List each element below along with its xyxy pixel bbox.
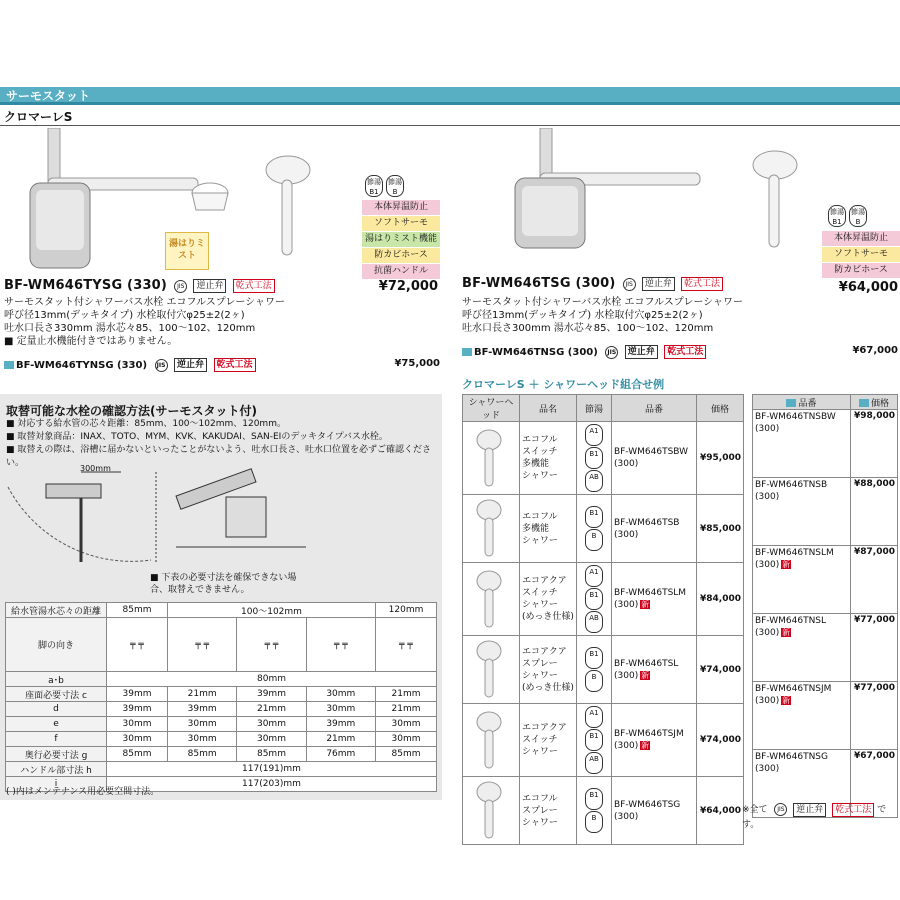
combo-price: ¥67,000 [851, 750, 898, 818]
shower-head-icon [465, 496, 513, 558]
combo-badges [577, 704, 612, 777]
dim-group: 座面必要寸法 [25, 690, 80, 701]
combo-row [753, 478, 898, 546]
combo-price: ¥64,000 [697, 777, 744, 845]
water-saving-badge: B1 [585, 506, 603, 528]
water-saving-badge: B1 [585, 788, 603, 810]
installation-diagram [6, 462, 436, 572]
combo-row [753, 410, 898, 478]
water-saving-badge: B [585, 529, 603, 551]
dim-cell: 117(203)mm [107, 777, 437, 792]
check-valve-label: 逆止弁 [193, 279, 226, 293]
dim-cell: 30mm [376, 717, 437, 732]
combo-model-text: BF-WM646TNSLM (300) [755, 548, 834, 570]
combo-model [753, 546, 851, 614]
combo-model [753, 614, 851, 682]
dim-cell: 21mm [237, 702, 306, 717]
footer-text: です。 [742, 805, 887, 830]
combo-model [612, 563, 697, 636]
dim-cell: 85mm [107, 747, 168, 762]
jis-icon: JIS [774, 803, 787, 816]
product-price: ¥72,000 [378, 279, 438, 294]
bullet: ■ 取替えの際は、浴槽に届かないといったことがないよう、吐水口長さ、吐水口位置を必ずご確認ください。 [6, 445, 432, 468]
new-badge: 新 [641, 600, 650, 609]
jis-icon: JIS [174, 280, 187, 293]
new-badge: 新 [782, 628, 791, 637]
dim-cell: 30mm [306, 687, 375, 702]
dim-key-letter: c [81, 690, 87, 701]
dim-head: 85mm [107, 603, 168, 618]
shower-head-icon [465, 708, 513, 770]
dim-key [6, 687, 107, 702]
dim-key-letter: g [81, 750, 88, 761]
combo-row [463, 422, 744, 495]
dim-head: 給水管湯水芯々の距離 [6, 603, 107, 618]
product-model: BF-WM646TSG (300) [462, 276, 616, 291]
dim-cell: 76mm [306, 747, 375, 762]
combo-badges [577, 422, 612, 495]
divider [0, 125, 900, 126]
feature-tag: 抗菌ハンドル [362, 264, 440, 279]
dim-cell: 30mm [306, 702, 375, 717]
shower-head-cell [463, 636, 520, 704]
combo-model [753, 682, 851, 750]
dim-key-letter: h [86, 765, 92, 776]
dim-key: i [6, 777, 107, 792]
water-saving-badge: A1 [585, 565, 603, 587]
mist-logo-text: 湯はりミスト [168, 239, 205, 261]
jis-icon: JIS [605, 346, 618, 359]
dim-cell: 30mm [168, 732, 237, 747]
dry-method-label: 乾式工法 [832, 803, 874, 817]
shower-head-image-2 [745, 145, 805, 255]
combo-model [612, 495, 697, 563]
dim-cell: 21mm [168, 687, 237, 702]
combo-model-text: BF-WM646TSBW (300) [614, 447, 689, 469]
combo-row [753, 682, 898, 750]
series-title: クロマーレS [4, 110, 73, 124]
leg-label: 脚の向き [6, 618, 107, 672]
combo-name: エコフル スプレー シャワー [520, 777, 577, 845]
jis-icon: JIS [155, 359, 168, 372]
variant-icon [4, 361, 14, 369]
combo-model-text: BF-WM646TNSJM (300) [755, 684, 832, 706]
leg-diagram: ╤ ╤ [376, 618, 437, 672]
feature-tag: 本体昇温防止 [822, 231, 900, 246]
variant-icon [462, 348, 472, 356]
combo-head-text: 価格 [870, 398, 889, 409]
water-saving-badge: B1 [585, 729, 603, 751]
jis-icon: JIS [623, 278, 636, 291]
combo-model-text: BF-WM646TNSBW (300) [755, 412, 836, 434]
bullet: ■ 対応する給水管の芯々距離：85mm、100〜102mm、120mm。 [6, 419, 286, 429]
combo-model [612, 636, 697, 704]
variant-model: BF-WM646TNSG (300) [474, 347, 598, 358]
shower-head-cell [463, 495, 520, 563]
dim-cell: 21mm [376, 702, 437, 717]
combo-name: エコアクア スイッチ シャワー (めっき仕様) [520, 563, 577, 636]
combo-price: ¥77,000 [851, 614, 898, 682]
combo-head: 価格 [697, 395, 744, 422]
dry-method-label: 乾式工法 [214, 358, 256, 372]
combo-model-text: BF-WM646TSG (300) [614, 799, 681, 822]
water-saving-badge: AB [585, 470, 603, 492]
dim-key: d [6, 702, 107, 717]
dim-cell: 39mm [107, 702, 168, 717]
dim-cell: 30mm [237, 732, 306, 747]
check-title: 取替可能な水栓の確認方法(サーモスタット付) [6, 404, 257, 418]
check-valve-label: 逆止弁 [793, 803, 826, 817]
dim-head: 100〜102mm [168, 603, 376, 618]
desc-line: 呼び径13mm(デッキタイプ) 水栓取付穴φ25±2(2ヶ) [4, 310, 245, 321]
desc-line: 吐水口長さ330mm 湯水芯々85、100〜102、120mm [4, 323, 256, 334]
dim-cell: 39mm [237, 687, 306, 702]
combo-badges [577, 495, 612, 563]
faucet-image-2 [500, 128, 720, 258]
variant-price: ¥75,000 [394, 358, 440, 369]
combo-head: 品名 [520, 395, 577, 422]
leg-diagram: ╤ ╤ [237, 618, 306, 672]
combo-model-text: BF-WM646TSLM (300) [614, 588, 687, 610]
combo-head: シャワーヘッド [463, 395, 520, 422]
feature-tag: 防カビホース [822, 263, 900, 278]
combo-name: エコアクア スイッチ シャワー [520, 704, 577, 777]
badges-2 [828, 205, 867, 227]
desc-line: ■ 定量止水機能付きではありません。 [4, 336, 178, 347]
new-badge: 新 [641, 741, 650, 750]
product-2-desc [462, 296, 743, 335]
leg-diagram: ╤ ╤ [306, 618, 375, 672]
dry-method-label: 乾式工法 [664, 345, 706, 359]
combo-row [463, 563, 744, 636]
dim-head: 120mm [376, 603, 437, 618]
feature-tags-1 [362, 200, 440, 280]
dry-method-label: 乾式工法 [233, 279, 275, 293]
variant-row-2 [462, 345, 898, 359]
combo-price: ¥95,000 [697, 422, 744, 495]
combo-name: エコフル 多機能 シャワー [520, 495, 577, 563]
combo-row [753, 546, 898, 614]
dim-footnote: ( )内はメンテナンス用必要空間寸法。 [6, 787, 160, 797]
combo-price: ¥87,000 [851, 546, 898, 614]
feature-tag: ソフトサーモ [822, 247, 900, 262]
dim-group: ハンドル部寸法 [20, 765, 84, 776]
shower-head-cell [463, 563, 520, 636]
water-saving-badge: A1 [585, 706, 603, 728]
section-banner: サーモスタット [0, 87, 900, 105]
shower-head-icon [465, 567, 513, 629]
feature-tag: 湯はりミスト機能 [362, 232, 440, 247]
leg-diagram: ╤ ╤ [168, 618, 237, 672]
dim-key: e [6, 717, 107, 732]
new-badge: 新 [641, 670, 650, 680]
product-2-header [462, 276, 723, 291]
water-saving-badge: AB [585, 752, 603, 774]
desc-line: サーモスタット付シャワーバス水栓 エコフルスプレーシャワー [462, 297, 743, 308]
combo-name: エコアクア スプレー シャワー (めっき仕様) [520, 636, 577, 704]
shower-head-cell [463, 422, 520, 495]
combo-model [612, 704, 697, 777]
combo-badges [577, 636, 612, 704]
dim-key [6, 747, 107, 762]
combo-model-text: BF-WM646TNSB (300) [755, 480, 828, 502]
dim-cell: 21mm [376, 687, 437, 702]
combo-model-text: BF-WM646TSL (300) [614, 658, 679, 681]
variant-model: BF-WM646TYNSG (330) [16, 360, 148, 371]
check-valve-label: 逆止弁 [642, 277, 675, 291]
combo-row [463, 495, 744, 563]
combo-model-text: BF-WM646TNSG (300) [755, 752, 828, 774]
combo-row [463, 777, 744, 845]
combo-price: ¥74,000 [697, 704, 744, 777]
water-saving-badge: B1 [585, 647, 603, 669]
combo-price: ¥85,000 [697, 495, 744, 563]
combo-table [462, 394, 744, 845]
new-badge: 新 [782, 560, 791, 569]
combo-head [851, 395, 898, 410]
shower-head-cell [463, 704, 520, 777]
water-saving-badge: B1 [585, 588, 603, 610]
combo-model [612, 777, 697, 845]
dim-cell: 30mm [107, 717, 168, 732]
dim-cell: 39mm [107, 687, 168, 702]
water-saving-badge: B [585, 670, 603, 692]
variant-price: ¥67,000 [852, 345, 898, 356]
dim-cell: 21mm [306, 732, 375, 747]
combo-row [463, 704, 744, 777]
dim-key: f [6, 732, 107, 747]
product-1-desc [4, 296, 285, 348]
feature-tags-2 [822, 231, 900, 279]
shower-head-icon [465, 637, 513, 699]
mist-logo [165, 232, 209, 270]
combo-price: ¥74,000 [697, 636, 744, 704]
feature-tag: 防カビホース [362, 248, 440, 263]
dim-cell: 85mm [237, 747, 306, 762]
dim-cell: 39mm [168, 702, 237, 717]
diagram-dim-label: 300mm [80, 464, 111, 473]
handle-icon [786, 399, 796, 407]
water-saving-badge: AB [585, 611, 603, 633]
combo-head: 節湯 [577, 395, 612, 422]
dim-group: 奥行必要寸法 [24, 750, 79, 761]
combo-price: ¥77,000 [851, 682, 898, 750]
water-saving-badge: 節湯B [849, 205, 867, 227]
feature-tag: ソフトサーモ [362, 216, 440, 231]
combo-model [612, 422, 697, 495]
dim-cell: 30mm [237, 717, 306, 732]
combo-model-text: BF-WM646TNSL (300) [755, 616, 827, 638]
check-valve-label: 逆止弁 [625, 345, 658, 359]
variant-row-1 [4, 358, 440, 372]
combo-table-2 [752, 394, 898, 818]
handle-icon [859, 399, 869, 407]
shower-head-icon [465, 778, 513, 840]
combo-title: クロマーレS ＋ シャワーヘッド組合せ例 [462, 378, 665, 391]
desc-line: 吐水口長さ300mm 湯水芯々85、100〜102、120mm [462, 323, 714, 334]
feature-tag: 本体昇温防止 [362, 200, 440, 215]
combo-footer [742, 802, 900, 830]
desc-line: サーモスタット付シャワーバス水栓 エコフルスプレーシャワー [4, 297, 285, 308]
combo-model-text: BF-WM646TSB (300) [614, 517, 680, 540]
combo-price: ¥84,000 [697, 563, 744, 636]
product-model: BF-WM646TYSG (330) [4, 278, 168, 293]
dim-cell: 117(191)mm [107, 762, 437, 777]
dimension-table [5, 602, 437, 792]
dim-key [6, 762, 107, 777]
combo-head [753, 395, 851, 410]
dim-cell: 39mm [306, 717, 375, 732]
shower-head-cell [463, 777, 520, 845]
dim-key: a･b [6, 672, 107, 687]
water-saving-badge: 節湯B1 [365, 175, 383, 197]
dim-cell: 30mm [107, 732, 168, 747]
dim-cell: 80mm [107, 672, 437, 687]
water-saving-badge: B [585, 811, 603, 833]
combo-price: ¥98,000 [851, 410, 898, 478]
shower-head-image-1 [258, 150, 318, 270]
product-price: ¥64,000 [838, 280, 898, 295]
desc-line: 呼び径13mm(デッキタイプ) 水栓取付穴φ25±2(2ヶ) [462, 310, 703, 321]
water-saving-badge: A1 [585, 424, 603, 446]
check-valve-label: 逆止弁 [174, 358, 207, 372]
combo-head: 品番 [612, 395, 697, 422]
combo-name: エコフル スイッチ 多機能 シャワー [520, 422, 577, 495]
dim-cell: 85mm [168, 747, 237, 762]
product-1-header [4, 278, 275, 293]
combo-badges [577, 563, 612, 636]
combo-badges [577, 777, 612, 845]
dim-cell: 85mm [376, 747, 437, 762]
combo-row [753, 614, 898, 682]
combo-row [463, 636, 744, 704]
bullet: ■ 取替対象商品：INAX、TOTO、MYM、KVK、KAKUDAI、SAN-EIのデッキタイプバス水栓。 [6, 432, 388, 442]
leg-diagram: ╤ ╤ [107, 618, 168, 672]
dry-method-label: 乾式工法 [681, 277, 723, 291]
footer-text: ※全て [742, 805, 768, 815]
badges-1 [365, 175, 404, 197]
combo-model [753, 410, 851, 478]
water-saving-badge: 節湯B [386, 175, 404, 197]
water-saving-badge: 節湯B1 [828, 205, 846, 227]
new-badge: 新 [782, 696, 791, 705]
faucet-image-1 [10, 128, 260, 278]
dim-cell: 30mm [376, 732, 437, 747]
water-saving-badge: B1 [585, 447, 603, 469]
combo-model-text: BF-WM646TSJM (300) [614, 729, 684, 751]
combo-model [753, 478, 851, 546]
combo-head-text: 品番 [798, 398, 817, 409]
shower-head-icon [465, 426, 513, 488]
check-note: ■ 下表の必要寸法を確保できない場合、取替えできません。 [150, 573, 297, 595]
dim-cell: 30mm [168, 717, 237, 732]
combo-price: ¥88,000 [851, 478, 898, 546]
